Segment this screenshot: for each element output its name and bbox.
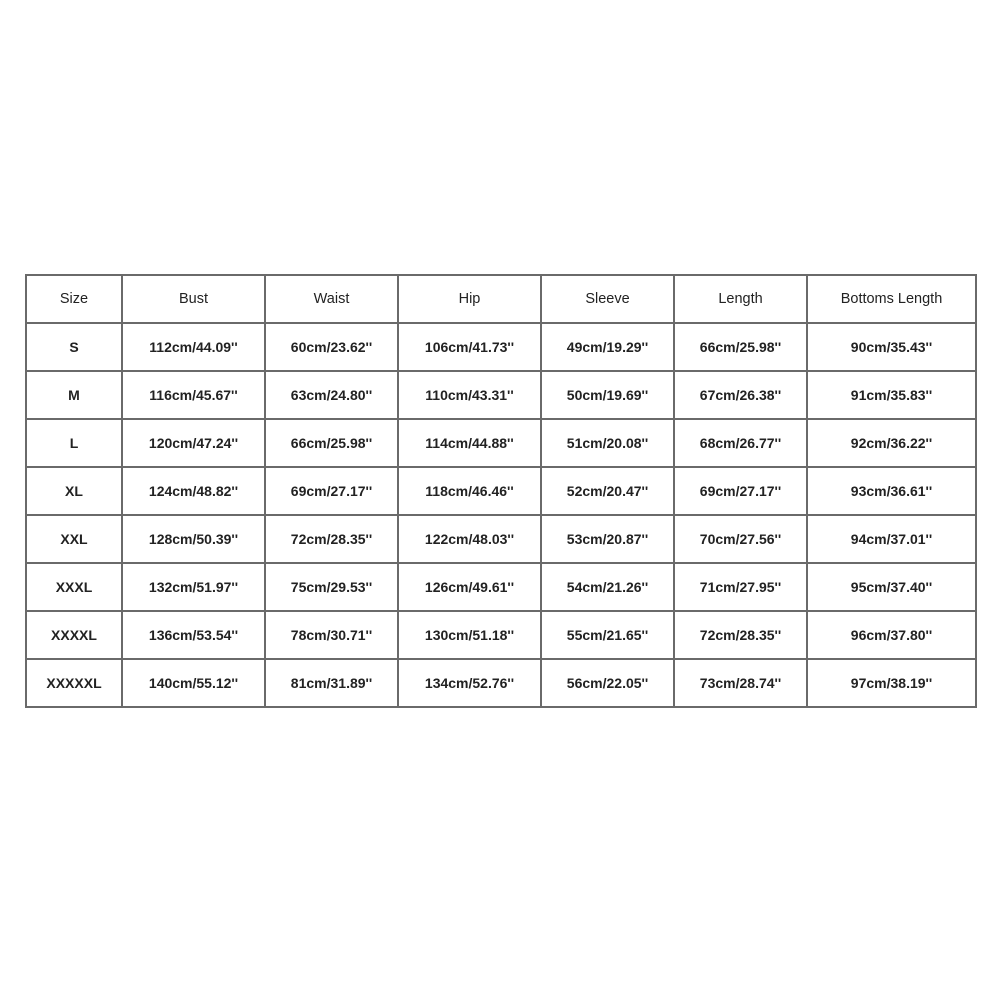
header-bust: Bust: [122, 275, 265, 323]
cell-sleeve: 49cm/19.29'': [541, 323, 674, 371]
cell-length: 66cm/25.98'': [674, 323, 807, 371]
header-bottoms-length: Bottoms Length: [807, 275, 976, 323]
table-row: [26, 659, 976, 707]
cell-hip: 130cm/51.18'': [398, 611, 541, 659]
cell-size: XXXXXL: [26, 659, 122, 707]
cell-hip: 122cm/48.03'': [398, 515, 541, 563]
cell-hip: 110cm/43.31'': [398, 371, 541, 419]
cell-bottoms-length: 90cm/35.43'': [807, 323, 976, 371]
cell-bust: 140cm/55.12'': [122, 659, 265, 707]
cell-waist: 69cm/27.17'': [265, 467, 398, 515]
cell-sleeve: 53cm/20.87'': [541, 515, 674, 563]
cell-bottoms-length: 94cm/37.01'': [807, 515, 976, 563]
cell-waist: 72cm/28.35'': [265, 515, 398, 563]
cell-bust: 120cm/47.24'': [122, 419, 265, 467]
cell-length: 73cm/28.74'': [674, 659, 807, 707]
cell-size: XL: [26, 467, 122, 515]
cell-size: XXXXL: [26, 611, 122, 659]
cell-length: 70cm/27.56'': [674, 515, 807, 563]
cell-bust: 112cm/44.09'': [122, 323, 265, 371]
header-size: Size: [26, 275, 122, 323]
cell-bust: 124cm/48.82'': [122, 467, 265, 515]
cell-bust: 136cm/53.54'': [122, 611, 265, 659]
cell-bottoms-length: 91cm/35.83'': [807, 371, 976, 419]
table-row: [26, 611, 976, 659]
cell-bust: 116cm/45.67'': [122, 371, 265, 419]
cell-sleeve: 55cm/21.65'': [541, 611, 674, 659]
cell-size: S: [26, 323, 122, 371]
cell-size: L: [26, 419, 122, 467]
cell-bottoms-length: 92cm/36.22'': [807, 419, 976, 467]
cell-hip: 114cm/44.88'': [398, 419, 541, 467]
table-row: [26, 323, 976, 371]
size-chart-table: [25, 274, 977, 708]
cell-length: 67cm/26.38'': [674, 371, 807, 419]
header-sleeve: Sleeve: [541, 275, 674, 323]
header-hip: Hip: [398, 275, 541, 323]
cell-bust: 132cm/51.97'': [122, 563, 265, 611]
cell-sleeve: 51cm/20.08'': [541, 419, 674, 467]
cell-waist: 78cm/30.71'': [265, 611, 398, 659]
cell-length: 68cm/26.77'': [674, 419, 807, 467]
cell-waist: 60cm/23.62'': [265, 323, 398, 371]
header-length: Length: [674, 275, 807, 323]
cell-hip: 106cm/41.73'': [398, 323, 541, 371]
cell-length: 69cm/27.17'': [674, 467, 807, 515]
header-waist: Waist: [265, 275, 398, 323]
table-row: [26, 371, 976, 419]
table-row: [26, 563, 976, 611]
cell-size: M: [26, 371, 122, 419]
header-row: [26, 275, 976, 323]
cell-bottoms-length: 97cm/38.19'': [807, 659, 976, 707]
cell-hip: 126cm/49.61'': [398, 563, 541, 611]
cell-length: 72cm/28.35'': [674, 611, 807, 659]
cell-waist: 63cm/24.80'': [265, 371, 398, 419]
cell-bottoms-length: 93cm/36.61'': [807, 467, 976, 515]
table-row: [26, 419, 976, 467]
cell-waist: 81cm/31.89'': [265, 659, 398, 707]
cell-size: XXXL: [26, 563, 122, 611]
cell-hip: 118cm/46.46'': [398, 467, 541, 515]
cell-size: XXL: [26, 515, 122, 563]
cell-sleeve: 54cm/21.26'': [541, 563, 674, 611]
cell-sleeve: 50cm/19.69'': [541, 371, 674, 419]
cell-sleeve: 56cm/22.05'': [541, 659, 674, 707]
cell-length: 71cm/27.95'': [674, 563, 807, 611]
cell-waist: 66cm/25.98'': [265, 419, 398, 467]
cell-sleeve: 52cm/20.47'': [541, 467, 674, 515]
cell-waist: 75cm/29.53'': [265, 563, 398, 611]
size-chart-container: [25, 274, 975, 708]
cell-bottoms-length: 95cm/37.40'': [807, 563, 976, 611]
cell-hip: 134cm/52.76'': [398, 659, 541, 707]
table-row: [26, 515, 976, 563]
cell-bust: 128cm/50.39'': [122, 515, 265, 563]
cell-bottoms-length: 96cm/37.80'': [807, 611, 976, 659]
table-row: [26, 467, 976, 515]
